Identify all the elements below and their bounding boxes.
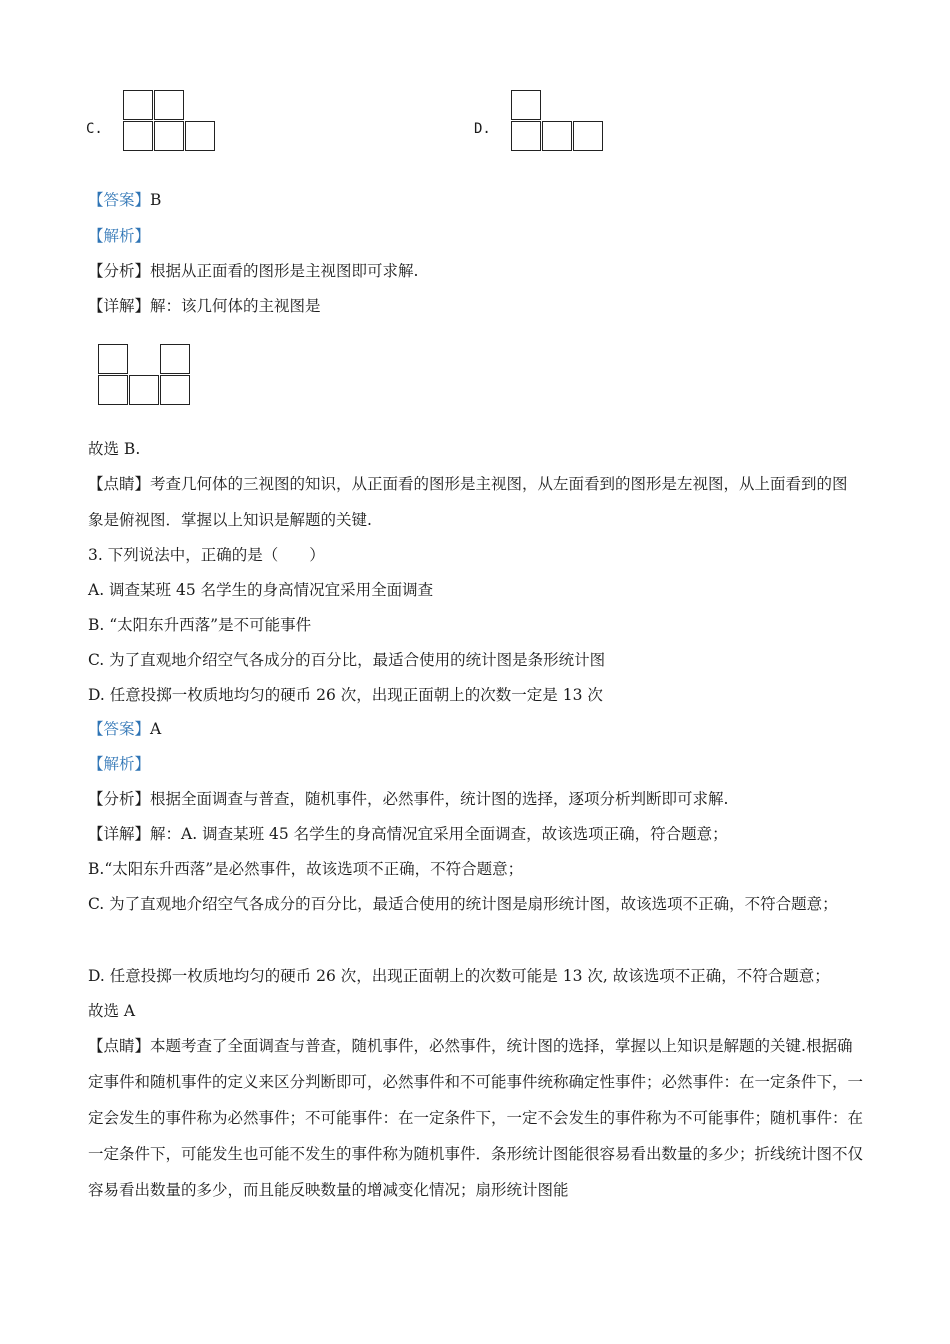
figure-cell bbox=[542, 121, 572, 151]
q3-option-b: B. “太阳东升西落”是不可能事件 bbox=[88, 616, 312, 634]
q3-analysis-tag: 【解析】 bbox=[88, 755, 151, 773]
figure-cell bbox=[185, 121, 215, 151]
answer-value: A bbox=[150, 720, 162, 738]
fenxi-text: 根据从正面看的图形是主视图即可求解. bbox=[150, 262, 419, 280]
xiangjie-tag: 【详解】 bbox=[88, 825, 151, 843]
option-d-label: D. bbox=[474, 121, 491, 137]
q3-line-c: C. 为了直观地介绍空气各成分的百分比，最适合使用的统计图是扇形统计图，故该选项不正确，不符合题意； bbox=[88, 895, 838, 913]
figure-cell bbox=[511, 121, 541, 151]
figure-cell bbox=[123, 90, 153, 120]
q3-stem: 3. 下列说法中，正确的是（ ） bbox=[88, 546, 325, 564]
figure-cell bbox=[129, 375, 159, 405]
dianjing-text: 本题考查了全面调查与普查，随机事件，必然事件，统计图的选择，掌握以上知识是解题的关键.根据确定事件和随机事件的定义来区分判断即可，必然事件和不可能事件统称确定性事件；必然事件：在一定条件下，一定会发生的事件称为必然事件；不可能事件：在一定条件下，一定不会发生的事件称为不可能事件；随机事件：在一定条件下，可能发生也可能不发生的事件称为随机事件．条形统计图能很容易看出数量的多少；折线统计图不仅容易看出数量的多少，而且能反映数量的增减变化情况；扇形统计图能 bbox=[88, 1037, 864, 1199]
figure-cell bbox=[160, 375, 190, 405]
answer-tag: 【答案】 bbox=[88, 191, 151, 209]
q2-conclusion: 故选 B. bbox=[88, 440, 141, 458]
xiangjie-text: 解：A. 调查某班 45 名学生的身高情况宜采用全面调查，故该选项正确，符合题意； bbox=[150, 825, 728, 843]
figure-cell bbox=[98, 344, 128, 374]
q3-option-d: D. 任意投掷一枚质地均匀的硬币 26 次，出现正面朝上的次数一定是 13 次 bbox=[88, 686, 603, 704]
q3-answer bbox=[88, 719, 161, 739]
q3-xiangjie bbox=[88, 824, 728, 844]
dianjing-tag: 【点睛】 bbox=[88, 475, 151, 493]
figure-cell bbox=[511, 90, 541, 120]
main-view-figure bbox=[98, 344, 193, 407]
q2-fenxi bbox=[88, 261, 418, 281]
q3-dianjing bbox=[88, 1028, 863, 1208]
q3-line-b: B.“太阳东升西落”是必然事件，故该选项不正确，不符合题意； bbox=[88, 860, 524, 878]
answer-value: B bbox=[150, 191, 162, 209]
xiangjie-tag: 【详解】 bbox=[88, 297, 151, 315]
q3-fenxi bbox=[88, 789, 728, 809]
fenxi-text: 根据全面调查与普查，随机事件，必然事件，统计图的选择，逐项分析判断即可求解. bbox=[150, 790, 729, 808]
figure-cell bbox=[160, 344, 190, 374]
fenxi-tag: 【分析】 bbox=[88, 262, 151, 280]
option-c-figure bbox=[123, 90, 218, 153]
q3-conclusion: 故选 A bbox=[88, 1002, 136, 1020]
q2-dianjing bbox=[88, 466, 863, 538]
answer-tag: 【答案】 bbox=[88, 720, 151, 738]
figure-cell bbox=[98, 375, 128, 405]
q2-answer bbox=[88, 190, 161, 210]
q3-line-d: D. 任意投掷一枚质地均匀的硬币 26 次，出现正面朝上的次数可能是 13 次, 故该选项不正确，不符合题意； bbox=[88, 967, 830, 985]
dianjing-tag: 【点睛】 bbox=[88, 1037, 151, 1055]
option-c-label: C. bbox=[86, 121, 103, 137]
fenxi-tag: 【分析】 bbox=[88, 790, 151, 808]
figure-cell bbox=[573, 121, 603, 151]
q3-option-c: C. 为了直观地介绍空气各成分的百分比，最适合使用的统计图是条形统计图 bbox=[88, 651, 606, 669]
xiangjie-text: 解：该几何体的主视图是 bbox=[150, 297, 321, 315]
q3-option-a: A. 调查某班 45 名学生的身高情况宜采用全面调查 bbox=[88, 581, 434, 599]
q2-xiangjie bbox=[88, 296, 321, 316]
dianjing-text: 考查几何体的三视图的知识，从正面看的图形是主视图，从左面看到的图形是左视图，从上面看到的图象是俯视图．掌握以上知识是解题的关键. bbox=[88, 475, 848, 529]
option-d-figure bbox=[511, 90, 606, 153]
figure-cell bbox=[154, 90, 184, 120]
figure-cell bbox=[123, 121, 153, 151]
figure-cell bbox=[154, 121, 184, 151]
q2-analysis-tag: 【解析】 bbox=[88, 227, 151, 245]
